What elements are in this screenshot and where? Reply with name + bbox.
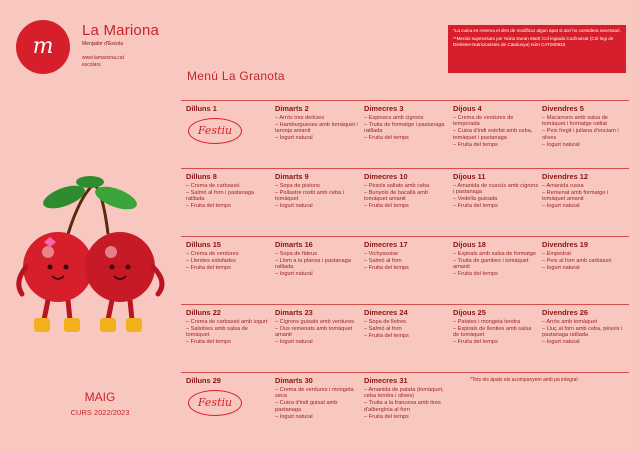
- day-menu: [453, 240, 539, 278]
- dish-item: – Cuixa d'indi guisat amb pastanaga: [275, 400, 338, 413]
- day-title: Dilluns 29: [186, 376, 221, 385]
- brand-subtitle: Menjador d'Escola: [82, 41, 123, 47]
- day-dishes: [542, 183, 628, 210]
- day-menu: [453, 308, 539, 346]
- dish-item: – Sopa de pistons: [275, 183, 320, 189]
- day-dishes: [364, 387, 450, 420]
- day-dishes: [542, 319, 628, 346]
- dish-item: – Salmó al forn: [364, 257, 402, 264]
- dish-item: – Fruita del temps: [364, 135, 409, 142]
- dish-item: – Amanida russa: [542, 183, 584, 189]
- day-dishes: [275, 387, 361, 420]
- day-title: Dijous 11: [453, 172, 486, 181]
- day-dishes: [453, 319, 539, 346]
- dish-item: – Fruita del temps: [186, 339, 231, 346]
- week-divider: [181, 372, 629, 373]
- day-title: Dimecres 24: [364, 308, 408, 317]
- day-title: Dimarts 16: [275, 240, 313, 249]
- day-dishes: [364, 251, 450, 271]
- dish-item: – Truita de gambes i tomàquet amanit: [453, 257, 529, 271]
- day-title: Dimarts 2: [275, 104, 309, 113]
- dish-item: – Iogurt natural: [275, 271, 313, 278]
- logo-letter: m: [32, 34, 54, 59]
- day-menu: [542, 104, 628, 149]
- dish-item: – Iogurt natural: [542, 339, 580, 346]
- dish-item: – Peix fregit i juliana d'enciam i olives: [542, 128, 619, 141]
- dish-item: – Espinacs amb cigrons: [364, 115, 424, 121]
- dish-item: – Ous remenats amb tomàquet amanit: [275, 325, 353, 339]
- day-menu: [364, 172, 450, 210]
- dish-item: – Fruita del temps: [453, 141, 498, 148]
- notice-line-1: *La cuina es reserva el dret de modificar algun àpat si així ho considera necessari.: [453, 28, 621, 33]
- day-title: Divendres 5: [542, 104, 584, 113]
- dish-item: – Cuixa d'indi estofat amb ceba, tomàquet i pastanaga: [453, 128, 533, 141]
- dish-item: – Salmó al forn: [364, 325, 402, 332]
- dish-item: – Fruita del temps: [364, 413, 409, 420]
- dish-item: – Macarrons amb salsa de tomàquet i formatge ratllat: [542, 115, 608, 128]
- day-menu: [275, 376, 361, 421]
- dish-item: – Crema de verdures i mongeta seca: [275, 387, 354, 400]
- week-divider: [181, 236, 629, 237]
- dish-item: – Vedella guisada: [453, 196, 498, 203]
- day-title: Dijous 4: [453, 104, 482, 113]
- day-dishes: [275, 115, 361, 142]
- dish-item: – Fruita del temps: [453, 271, 498, 278]
- dish-item: – Bunyols de bacallà amb tomàquet amanit: [364, 189, 429, 203]
- day-dishes: [364, 319, 450, 339]
- day-menu: [364, 308, 450, 340]
- dish-item: – Salmó al forn i pastanaga ratllada: [186, 189, 255, 203]
- cherries-illustration: [8, 172, 178, 342]
- day-menu: [364, 376, 450, 421]
- day-menu: [275, 172, 361, 210]
- dish-item: – Fruita del temps: [364, 264, 409, 271]
- day-title: Dijous 18: [453, 240, 486, 249]
- dish-item: – Pèsols saltats amb ceba: [364, 183, 430, 189]
- dish-item: – Llenties estofades: [186, 257, 236, 264]
- day-menu: [275, 240, 361, 278]
- week-divider: [181, 100, 629, 101]
- day-dishes: [275, 319, 361, 346]
- day-dishes: [186, 251, 272, 271]
- month-name: MAIG: [84, 390, 116, 404]
- day-dishes: [186, 183, 272, 210]
- dish-item: – Iogurt natural: [275, 339, 313, 346]
- day-menu: [542, 172, 628, 210]
- day-title: Dimecres 31: [364, 376, 408, 385]
- dish-item: – Crema de verdures de temporada: [453, 115, 514, 128]
- dish-item: – Iogurt natural: [542, 264, 580, 271]
- notice-line-2: **Menús supervisats per Núria Duran Martí Col·legiada Cod/nutcat (Col·legi de Dietistes-Nutricionistes de Catalunya) núm CAT000833: [453, 36, 614, 47]
- dish-item: – Iogurt natural: [542, 203, 580, 210]
- day-dishes: [453, 115, 539, 148]
- dish-item: – Lluç al forn amb ceba, pèsols i pastanaga ratllada: [542, 325, 623, 339]
- day-title: Dimarts 23: [275, 308, 313, 317]
- dish-item: – Cigrons guisats amb verdures: [275, 319, 354, 325]
- dish-item: – Arròs amb tomàquet: [542, 319, 598, 325]
- dish-item: – Fruita del temps: [186, 264, 231, 271]
- day-dishes: [453, 251, 539, 278]
- day-menu: [186, 376, 272, 387]
- dish-item: – Espirals amb salsa de formatge: [453, 251, 537, 257]
- day-dishes: [542, 251, 628, 271]
- dish-item: – Crema de carbassó: [186, 183, 240, 189]
- notice-box: [448, 25, 626, 73]
- day-menu: [364, 104, 450, 142]
- festiu-badge: Festiu: [188, 390, 242, 416]
- festiu-badge: Festiu: [188, 118, 242, 144]
- dish-item: – Vichyssoise: [364, 251, 399, 257]
- day-menu: [186, 172, 272, 210]
- month-block: [50, 390, 150, 417]
- day-dishes: [275, 251, 361, 278]
- week-divider: [181, 304, 629, 305]
- dish-item: – Empedrat: [542, 251, 571, 257]
- week-divider: [181, 168, 629, 169]
- dish-item: – Iogurt natural: [275, 135, 313, 142]
- dish-item: – Fruita del temps: [364, 332, 409, 339]
- dish-item: – Salsitxes amb salsa de tomàquet: [186, 325, 248, 339]
- day-title: Dilluns 8: [186, 172, 217, 181]
- day-dishes: [453, 183, 539, 210]
- day-menu: [453, 104, 539, 149]
- dish-item: – Sopa de fideus: [275, 251, 317, 257]
- dish-item: – Llom a la planxa i pastanaga ratllada: [275, 257, 351, 271]
- day-title: Dilluns 22: [186, 308, 221, 317]
- day-title: Dimecres 10: [364, 172, 408, 181]
- day-dishes: [364, 115, 450, 142]
- day-dishes: [186, 319, 272, 346]
- day-menu: [275, 104, 361, 142]
- day-menu: [542, 240, 628, 272]
- dish-item: – Fruita del temps: [453, 339, 498, 346]
- day-title: Divendres 26: [542, 308, 589, 317]
- dish-item: – Truita a la francesa amb tires d'albergínia al forn: [364, 400, 441, 413]
- day-title: Dilluns 1: [186, 104, 217, 113]
- day-title: Dimecres 3: [364, 104, 404, 113]
- brand-website-url[interactable]: www.lamariona.cat: [82, 55, 124, 61]
- footnote: *Tots els àpats els acompanyem amb pa integral: [470, 377, 578, 383]
- day-dishes: [275, 183, 361, 210]
- day-menu: [453, 172, 539, 210]
- brand-logo: [16, 20, 70, 74]
- day-title: Dimarts 30: [275, 376, 313, 385]
- dish-item: – Iogurt natural: [275, 203, 313, 210]
- dish-item: – Crema de carbassó amb iogurt: [186, 319, 268, 325]
- dish-item: – Sopa de lletres: [364, 319, 406, 325]
- day-menu: [275, 308, 361, 346]
- dish-item: – Peix al forn amb carbassó: [542, 257, 612, 264]
- day-dishes: [542, 115, 628, 148]
- course-year: CURS 2022/2023: [70, 408, 130, 417]
- day-dishes: [364, 183, 450, 210]
- brand-website-sub: escolars: [82, 62, 101, 68]
- day-menu: [364, 240, 450, 272]
- dish-item: – Truita de formatge i pastanaga ratllada: [364, 121, 445, 135]
- day-title: Divendres 12: [542, 172, 589, 181]
- day-title: Dimarts 9: [275, 172, 309, 181]
- dish-item: – Fruita del temps: [364, 203, 409, 210]
- day-title: Divendres 19: [542, 240, 589, 249]
- menu-title: Menú La Granota: [187, 69, 285, 83]
- day-menu: [186, 308, 272, 346]
- dish-item: – Espirals de llenties amb salsa de tomàquet: [453, 325, 532, 339]
- brand-name: La Mariona: [82, 22, 160, 39]
- day-menu: [186, 240, 272, 272]
- dish-item: – Iogurt natural: [275, 413, 313, 420]
- day-title: Dijous 25: [453, 308, 486, 317]
- dish-item: – Fruita del temps: [186, 203, 231, 210]
- dish-item: – Patates i mongeta tendra: [453, 319, 521, 325]
- brand-website[interactable]: [82, 55, 124, 69]
- brand: [82, 22, 159, 47]
- dish-item: – Crema de verdures: [186, 251, 239, 257]
- dish-item: – Amanida de cuscús amb cigrons i pastanaga: [453, 183, 539, 196]
- dish-item: – Remenat amb formatge i tomàquet amanit: [542, 189, 609, 203]
- dish-item: – Arròs tres delícies: [275, 115, 325, 121]
- dish-item: – Hamburgueses amb tomàquet i taronja amanit: [275, 121, 358, 135]
- day-title: Dimecres 17: [364, 240, 408, 249]
- dish-item: – Fruita del temps: [453, 203, 498, 210]
- day-menu: [186, 104, 272, 115]
- day-title: Dilluns 15: [186, 240, 221, 249]
- day-menu: [542, 308, 628, 346]
- dish-item: – Pollastre rostit amb ceba i tomàquet: [275, 189, 345, 203]
- dish-item: – Amanida de patata (tomàquet, ceba tendra i olives): [364, 387, 444, 400]
- dish-item: – Iogurt natural: [542, 141, 580, 148]
